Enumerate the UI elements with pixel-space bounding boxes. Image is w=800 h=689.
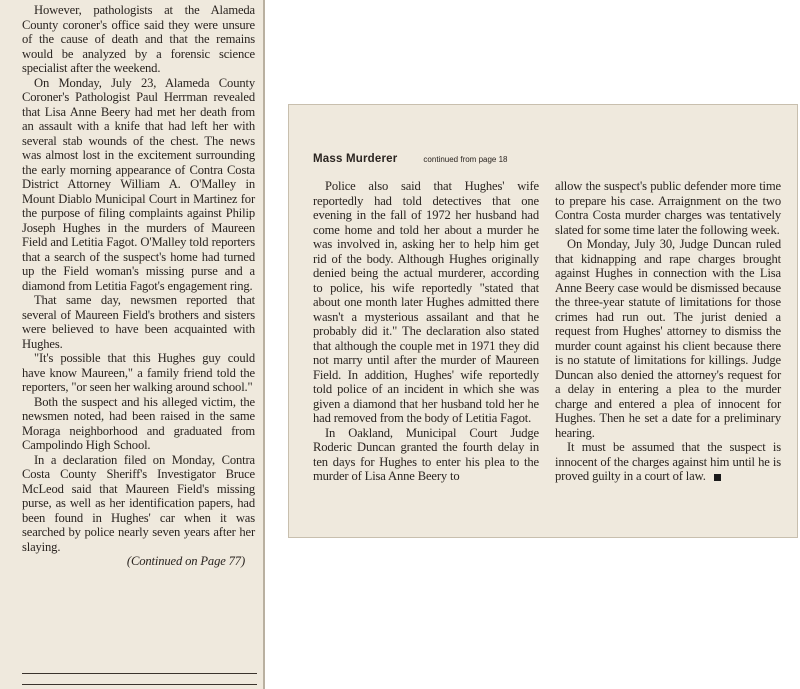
article-paragraph: However, pathologists at the Alameda County coroner's office said they were unsure of the cause of death and that the remains would be analyzed by a forensic science specialist after the weekend. — [22, 3, 255, 75]
article-paragraph: That same day, newsmen reported that several of Maureen Field's brothers and sisters were believed to have been acquainted with Hughes. — [22, 293, 255, 351]
article-title: Mass Murderer — [313, 153, 398, 165]
article-columns — [313, 179, 781, 484]
article-paragraph: In Oakland, Municipal Court Judge Roderic Duncan granted the fourth delay in ten days for Hughes to enter his plea to the murder of Lisa Anne Beery to — [313, 425, 539, 483]
left-article-column — [22, 3, 255, 569]
right-article-clipping — [288, 104, 798, 538]
continued-on-note: (Continued on Page 77) — [126, 554, 245, 568]
article-paragraph: Police also said that Hughes' wife reportedly had told detectives that one evening in the fall of 1972 her husband had come home and told her about a murder he was involved in, asking her to help him get rid of the body. Although Hughes originally denied being the actual murderer, according to police, his wife reportedly "stated that about one month later Hughes admitted there wasn't a mysterious assailant and that he probably did it." The declaration also stated that although the couple met in 1971 they did not marry until after the murder of Maureen Field. In addition, Hughes' wife reportedly told police of an incident in which she was given a diamond that her husband told her he had removed from the body of Letitia Fagot. — [313, 179, 539, 425]
article-paragraph: allow the suspect's public defender more time to prepare his case. Arraignment on the two Contra Costa murder charges was tentatively slated for some time later the following week. — [555, 179, 781, 237]
article-paragraph: Both the suspect and his alleged victim, the newsmen noted, had been raised in the same Moraga neighborhood and graduated from Campolindo High School. — [22, 394, 255, 452]
article-paragraph: On Monday, July 30, Judge Duncan ruled that kidnapping and rape charges brought against Hughes in connection with the Lisa Anne Beery case would be dismissed because the three-year statute of limitations for those crimes had run out. The jurist denied a request from Hughes' attorney to dismiss the murder count against his client because there is no statute of limitations for killings. Judge Duncan also denied the attorney's request for a delay in entering a plea to the murder charge and entered a plea of innocent for Hughes. Then he set a date for a preliminary hearing. — [555, 237, 781, 440]
left-article-clipping — [0, 0, 265, 689]
article-column-1 — [313, 179, 539, 484]
continued-from-note: continued from page 18 — [423, 155, 508, 164]
article-paragraph: "It's possible that this Hughes guy could have know Maureen," a family friend told the reporters, "or seen her walking around school." — [22, 351, 255, 394]
article-paragraph-text: It must be assumed that the suspect is innocent of the charges against him until he is proved guilty in a court of law. — [555, 440, 781, 483]
article-paragraph — [555, 440, 781, 484]
article-header — [313, 153, 781, 165]
article-paragraph: On Monday, July 23, Alameda County Coroner's Pathologist Paul Herrman revealed that Lisa Anne Beery had met her death from an assault with a knife that had left her with several stab wounds of the chest. The news was almost lost in the excitement surrounding the early morning appearance of Contra Costa District Attorney William A. O'Malley in Mount Diablo Municipal Court in Martinez for the purpose of filing complaints against Philip Joseph Hughes in the murders of Maureen Field and Letitia Fagot. O'Malley told reporters that a search of the suspect's home had turned up the Field woman's missing purse and a diamond from Letitia Fagot's engagement ring. — [22, 75, 255, 293]
article-column-2 — [555, 179, 781, 484]
end-mark-icon — [714, 474, 721, 481]
divider-rule — [22, 673, 257, 674]
divider-rule — [22, 684, 257, 685]
article-paragraph: In a declaration filed on Monday, Contra Costa County Sheriff's Investigator Bruce McLeod said that Maureen Field's missing purse, as well as her identification papers, had been found in Hughes' car when it was searched by police nearly seven years after her slaying. — [22, 452, 255, 554]
